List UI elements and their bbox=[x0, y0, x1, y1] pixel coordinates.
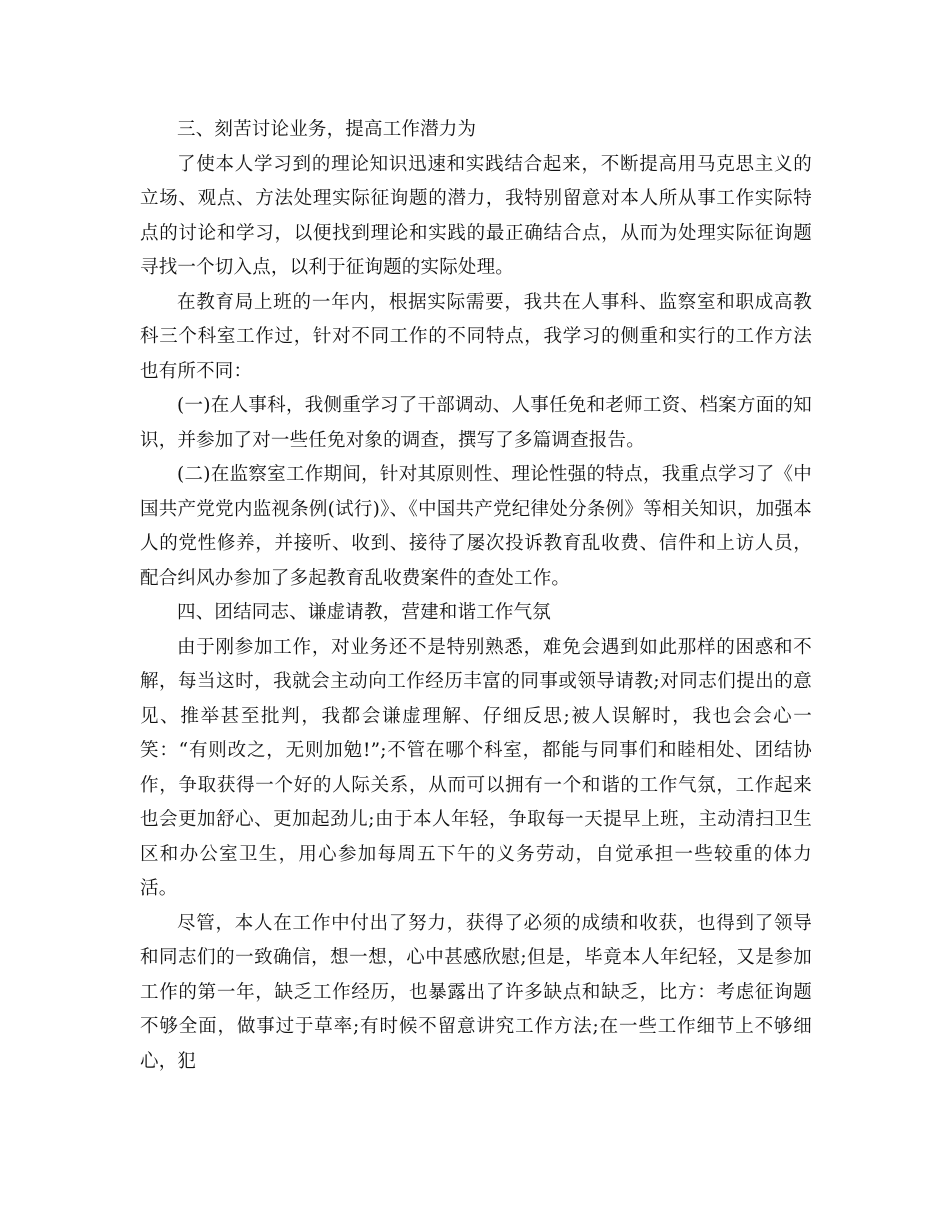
paragraph: 尽管，本人在工作中付出了努力，获得了必须的成绩和收获，也得到了领导和同志们的一致确信，想一想，心中甚感欣慰;但是，毕竟本人年纪轻，又是参加工作的第一年，缺乏工作经历，也暴露出了许多缺点和缺乏，比方：考虑征询题不够全面，做事过于草率;有时候不留意讲究工作方法;在一些工作细节上不够细心，犯 bbox=[140, 912, 812, 1072]
paragraph: 了使本人学习到的理论知识迅速和实践结合起来，不断提高用马克思主义的立场、观点、方法处理实际征询题的潜力，我特别留意对本人所从事工作实际特点的讨论和学习，以便找到理论和实践的最正确结合点，从而为处理实际征询题寻找一个切入点，以利于征询题的实际处理。 bbox=[140, 153, 812, 278]
document-body bbox=[140, 113, 812, 1079]
section-heading-four: 四、团结同志、谦虚请教，营建和谐工作气氛 bbox=[177, 602, 552, 623]
paragraph: 在教育局上班的一年内，根据实际需要，我共在人事科、监察室和职成高教科三个科室工作过，针对不同工作的不同特点，我学习的侧重和实行的工作方法也有所不同： bbox=[140, 291, 812, 382]
section-heading-three: 三、刻苦讨论业务，提高工作潜力为 bbox=[177, 119, 477, 140]
paragraph: (二)在监察室工作期间，针对其原则性、理论性强的特点，我重点学习了《中国共产党党内监视条例(试行)》、《中国共产党纪律处分条例》等相关知识，加强本人的党性修养，并接听、收到、接待了屡次投诉教育乱收费、信件和上访人员，配合纠风办参加了多起教育乱收费案件的查处工作。 bbox=[140, 464, 812, 589]
paragraph: (一)在人事科，我侧重学习了干部调动、人事任免和老师工资、档案方面的知识，并参加了对一些任免对象的调查，撰写了多篇调查报告。 bbox=[140, 395, 812, 451]
paragraph: 由于刚参加工作，对业务还不是特别熟悉，难免会遇到如此那样的困惑和不解，每当这时，我就会主动向工作经历丰富的同事或领导请教;对同志们提出的意见、推举甚至批判，我都会谦虚理解、仔细反思;被人误解时，我也会会心一笑：“有则改之，无则加勉!”;不管在哪个科室，都能与同事们和睦相处、团结协作，争取获得一个好的人际关系，从而可以拥有一个和谐的工作气氛，工作起来也会更加舒心、更加起劲儿;由于本人年轻，争取每一天提早上班，主动清扫卫生区和办公室卫生，用心参加每周五下午的义务劳动，自觉承担一些较重的体力活。 bbox=[140, 636, 812, 899]
